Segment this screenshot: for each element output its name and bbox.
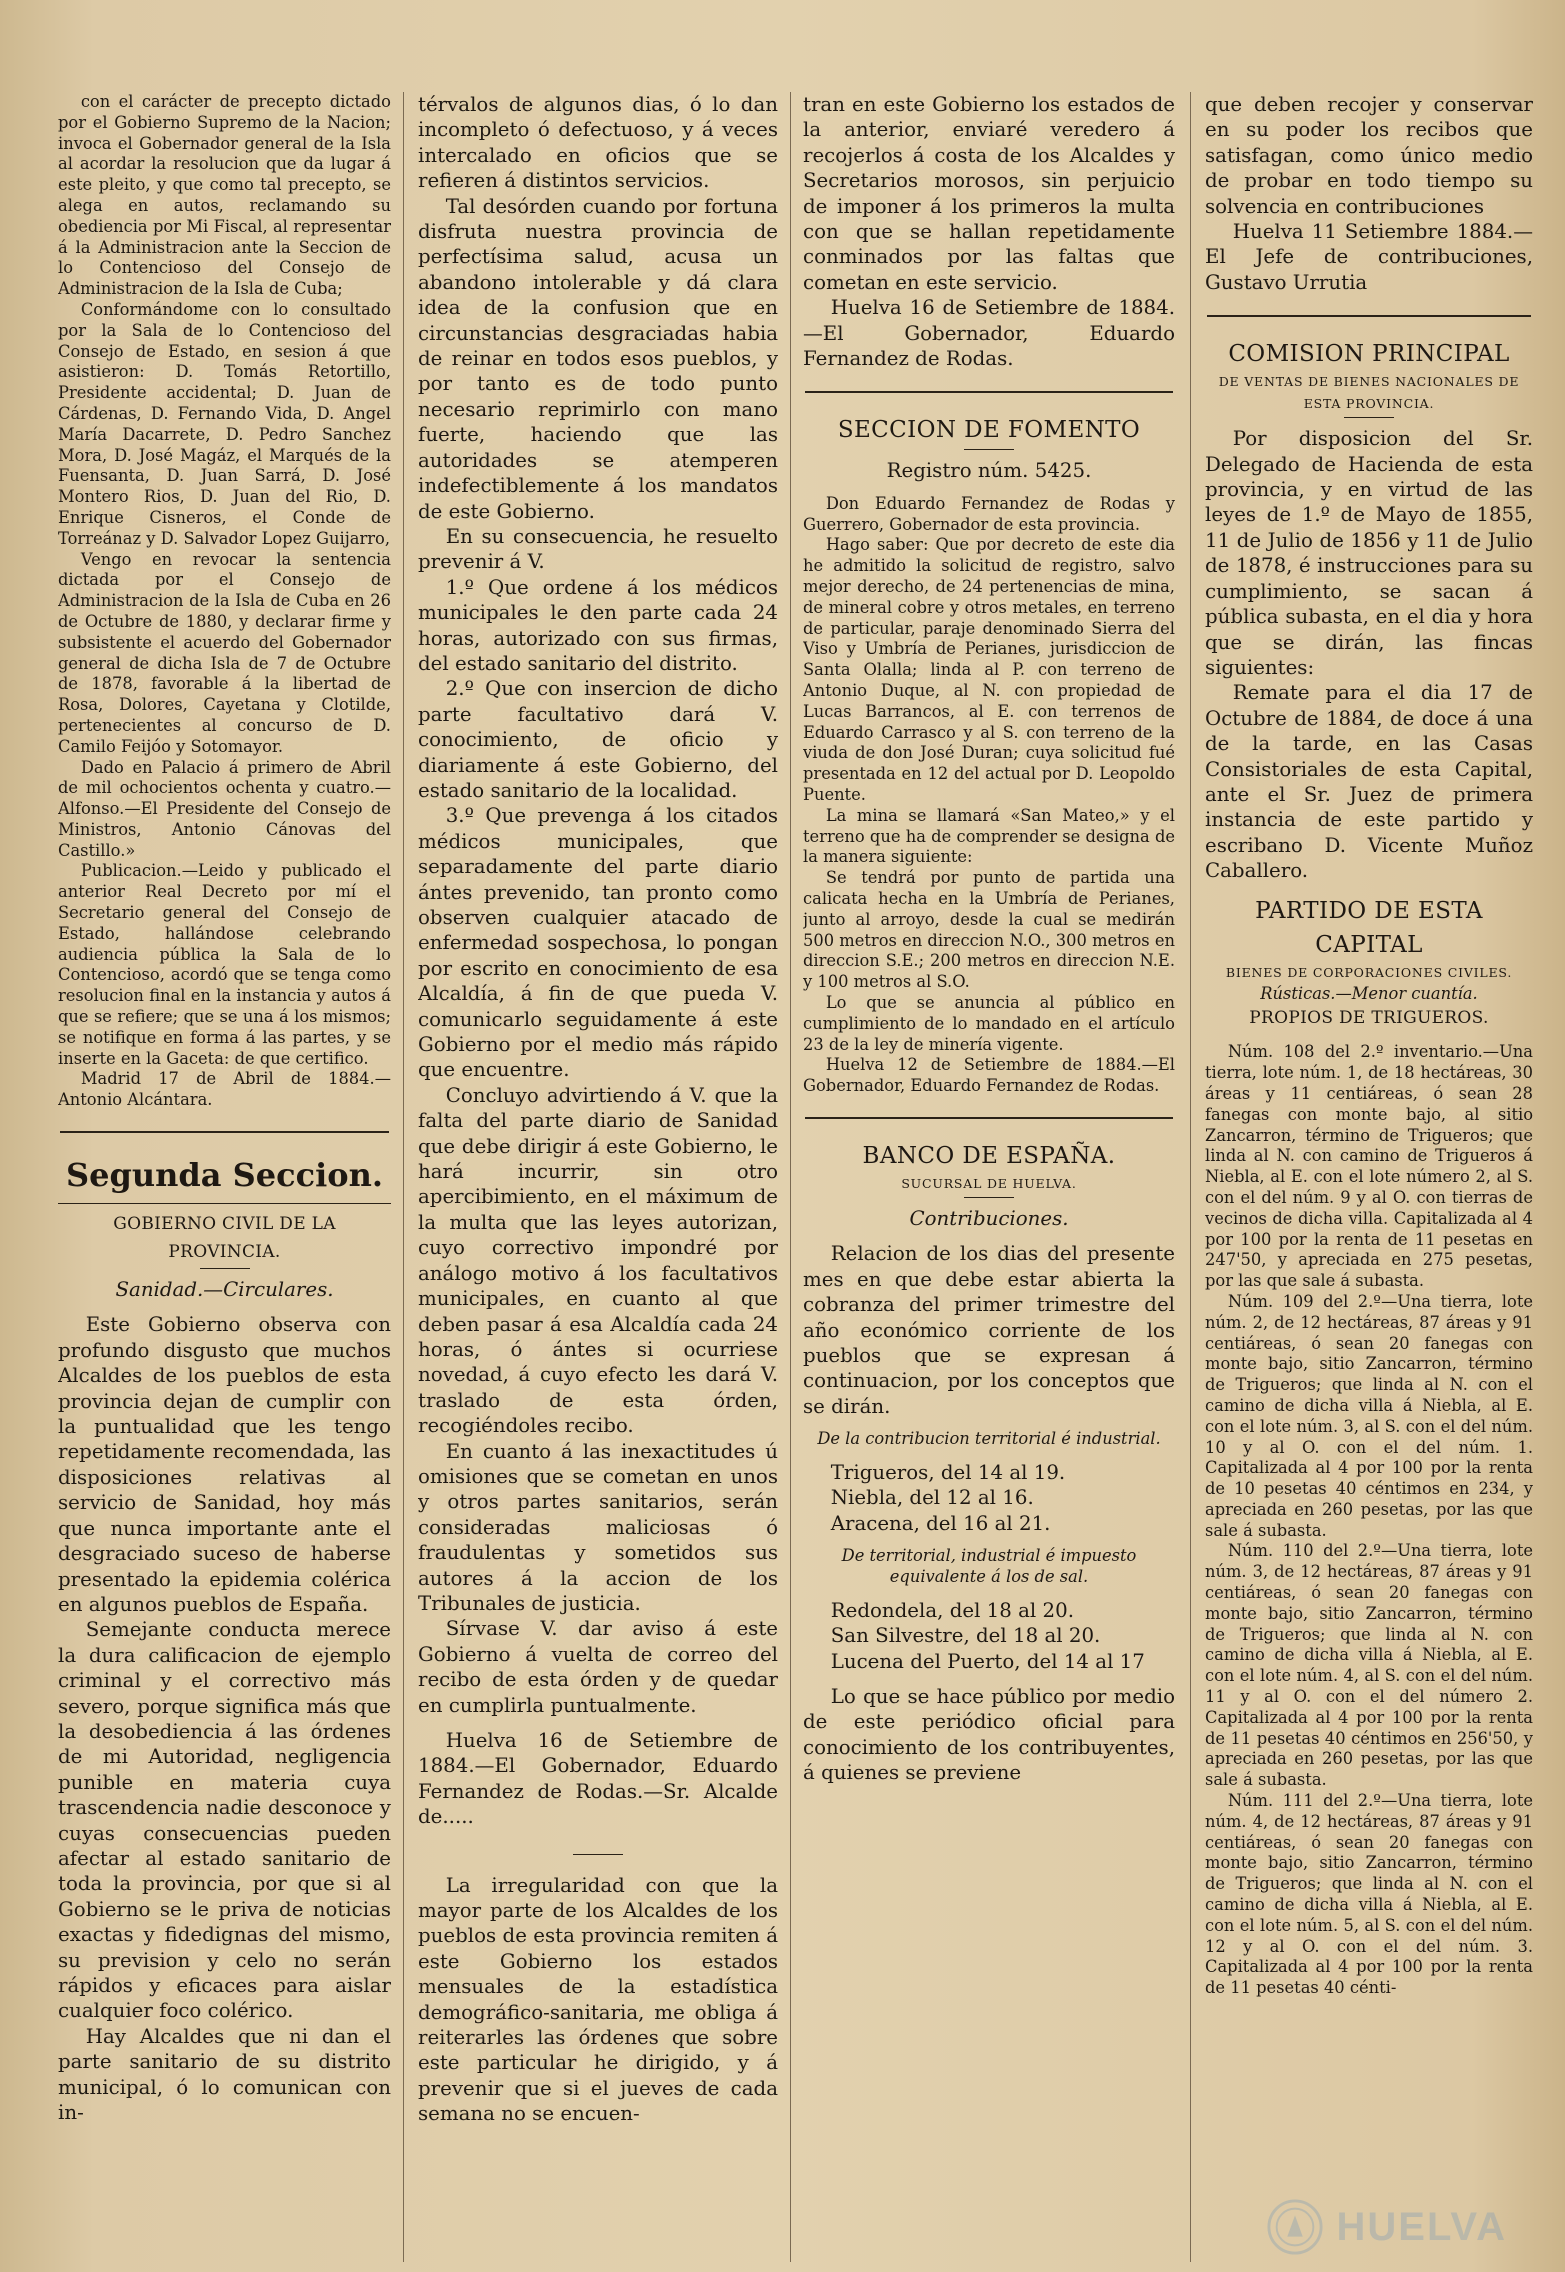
spacer	[418, 1863, 778, 1873]
rusticas-heading: Rústicas.—Menor cuantía.	[1260, 983, 1478, 1003]
schedule-line: Aracena, del 16 al 21.	[830, 1511, 1051, 1535]
subheading: Contribuciones.	[909, 1206, 1069, 1230]
section-title: Segunda Seccion.	[66, 1156, 383, 1195]
circular-text: Hay Alcaldes que ni dan el parte sanitario de su distrito municipal, ó lo comunican con in-	[58, 2024, 391, 2125]
spacer	[803, 1674, 1175, 1684]
section-divider	[60, 1131, 389, 1133]
column-rule	[403, 92, 404, 2262]
column-1	[58, 92, 391, 2262]
decree-text: Conformándome con lo consultado por la Sala de lo Contencioso del Consejo de Estado, en sesion á que asistieron: D. Tomás Retortillo, Presidente accidental; D. Juan de Cárdenas, D. Fernando Vida, D. Angel María Dacarrete, D. Pedro Sanchez Mora, D. José Magáz, el Marqués de la Fuensanta, D. Juan Sarrá, D. José Montero Rios, D. Juan del Rio, D. Enrique Cisneros, el Conde de Torreánaz y D. Salvador Lopez Guijarro,	[58, 299, 391, 548]
circular-item: 1.º Que ordene á los médicos municipales le den parte cada 24 horas, autorizado con sus firmas, del estado sanitario del distrito.	[418, 575, 778, 675]
notice-text: Se tendrá por punto de partida una calicata hecha en la Umbría de Perianes, junto al arroyo, desde la cual se medirán 500 metros en direccion N.O., 300 metros en direccion S.E.; 200 metros en direccion N.E. y 100 metros al S.O.	[803, 868, 1175, 992]
spacer	[1205, 1032, 1533, 1042]
circular-text: En cuanto á las inexactitudes ú omisiones que se cometan en unos y otros partes sanitarios, serán consideradas maliciosas ó fraudulentas y sometidos sus autores á la accion de los Tribunales de justicia.	[418, 1439, 778, 1615]
circular-text: En su consecuencia, he resuelto prevenir á V.	[418, 524, 778, 574]
notice-text: Lo que se anuncia al público en cumplimiento de lo mandado en el artículo 23 de la ley de minería vigente.	[803, 993, 1175, 1054]
decree-text: Vengo en revocar la sentencia dictada por el Consejo de Administracion de la Isla de Cuba en 26 de Octubre de 1880, y declarar firme y subsistente el acuerdo del Gobernador general de dicha Isla de 7 de Octubre de 1878, favorable á la libertad de Rosa, Dolores, Cayetana y Clotilde, pertenecientes al concurso de D. Camilo Feijóo y Sotomayor.	[58, 549, 391, 756]
seal-icon	[1266, 2198, 1324, 2256]
spacer	[1205, 884, 1533, 894]
decree-text: con el carácter de precepto dictado por el Gobierno Supremo de la Nacion; invoca el Gobernador general de la Isla al acordar la resolucion que da lugar á este pleito, y que como tal precepto, se alega en autos, reclamando su obediencia por Mi Fiscal, al representar á la Administracion ante la Seccion de lo Contencioso del Consejo de Administracion de la Isla de Cuba;	[58, 92, 391, 299]
spacer	[418, 1718, 778, 1728]
circular-text: tran en este Gobierno los estados de la anterior, enviaré veredero á recojerlos á costa de los Alcaldes y Secretarios morosos, sin perjuicio de imponer á los primeros la multa con que se hallan repetidamente conminados por las faltas que cometan en este servicio.	[803, 93, 1175, 294]
circular-signature: Huelva 16 de Setiembre de 1884.—El Gobernador, Eduardo Fernandez de Rodas.—Sr. Alcalde de.....	[418, 1729, 778, 1829]
divider	[1344, 417, 1394, 418]
watermark-text: HUELVA	[1336, 2204, 1507, 2249]
divider	[964, 449, 1014, 450]
notice-text: que deben recojer y conservar en su poder los recibos que satisfagan, como único medio de probar en todo tiempo su solvencia en contribuciones	[1205, 93, 1533, 218]
fomento-heading: SECCION DE FOMENTO	[837, 417, 1141, 444]
property-listing: Núm. 110 del 2.º—Una tierra, lote núm. 3, de 12 hectáreas, 87 áreas y 91 centiáreas, ó sean 20 fanegas con monte bajo, sitio Zancarron, término de Trigueros; que linda al N. con camino de dicha villa á Niebla, al E. con el lote núm. 4, al S. con el del núm. 11 y al O. con el del número 2. Capitalizada al 4 por 100 por la renta de 11 pesetas 40 céntimos en 256'50, y apreciada en 260 pesetas, por las que sale á subasta.	[1205, 1541, 1533, 1790]
circular-text: Concluyo advirtiendo á V. que la falta del parte diario de Sanidad que debe dirigir á este Gobierno, le hará incurrir, sin otro apercibimiento, en el máximum de la multa que las leyes autorizan, cuyo correctivo impondré por análogo motivo á los facultativos municipales, en cuanto al que deben pasar á esa Alcaldía cada 24 horas, ó ántes si ocurriese novedad, á cuyo efecto les dará V. traslado de esta órden, recogiéndoles recibo.	[418, 1083, 778, 1438]
column-4	[1205, 92, 1533, 2262]
spacer	[803, 484, 1175, 494]
schedule-line: Redondela, del 18 al 20.	[830, 1598, 1075, 1622]
circular-text: Sírvase V. dar aviso á este Gobierno á vuelta de correo del recibo de esta órden y de quedar en cumplirla puntualmente.	[418, 1617, 778, 1717]
column-rule	[1190, 92, 1191, 2262]
circular-text: térvalos de algunos dias, ó lo dan incompleto ó defectuoso, y á veces intercalado en oficios que se refieren á distintos servicios.	[418, 93, 778, 193]
subheading: Sanidad.—Circulares.	[115, 1278, 334, 1302]
banco-heading: BANCO DE ESPAÑA.	[862, 1142, 1116, 1169]
comision-heading: COMISION PRINCIPAL	[1228, 341, 1510, 368]
auction-text: Remate para el dia 17 de Octubre de 1884, de doce á una de la tarde, en las Casas Consistoriales de esta Capital, ante el Sr. Juez de primera instancia de este partido y escribano D. Vicente Muñoz Caballero.	[1205, 681, 1533, 883]
divider	[58, 1203, 391, 1204]
circular-text: Tal desórden cuando por fortuna disfruta nuestra provincia de perfectísima salud, acusa un abandono intolerable y dá clara idea de la confusion que en circunstancias desgraciadas habia de reinar en todos esos pueblos, y por tanto es de todo punto necesario reprimirlo con mano fuerte, haciendo que las autoridades se atemperen indefectiblemente á los mandatos de este Gobierno.	[418, 194, 778, 523]
notice-text: Hago saber: Que por decreto de este dia he admitido la solicitud de registro, salvo mejor derecho, de 24 pertenencias de mina, de mineral cobre y otros metales, en terreno de particular, paraje denominado Sierra del Viso y Umbría de Perianes, jurisdiccion de Santa Olalla; linda al P. con terreno de Antonio Duque, al N. con propiedad de Lucas Barrancos, al E. con terrenos de Eduardo Carrasco y al S. con terreno de la viuda de don José Duran; cuya solicitud fué presentada en 12 del actual por D. Leopoldo Puente.	[803, 535, 1175, 805]
spacer	[803, 1588, 1175, 1598]
divider	[964, 1197, 1014, 1198]
spacer	[418, 1830, 778, 1852]
bienes-heading: BIENES DE CORPORACIONES CIVILES.	[1225, 964, 1513, 980]
schedule-line: San Silvestre, del 18 al 20.	[830, 1624, 1101, 1648]
spacer	[803, 1231, 1175, 1241]
notice-signature: Huelva 12 de Setiembre de 1884.—El Gobernador, Eduardo Fernandez de Rodas.	[803, 1055, 1175, 1096]
circular-item: 2.º Que con insercion de dicho parte facultativo dará V. conocimiento, de oficio y diariamente á este Gobierno, del estado sanitario de la localidad.	[418, 677, 778, 802]
circular-text: Este Gobierno observa con profundo disgusto que muchos Alcaldes de los pueblos de esta provincia dejan de cumplir con la puntualidad que les tengo repetidamente recomendada, las disposiciones relativas al servicio de Sanidad, hoy más que nunca importante ante el desgraciado suceso de haberse presentado la epidemia colérica en algunos pueblos de España.	[58, 1313, 391, 1616]
tax-group-title: De territorial, industrial é impuesto equivalente á los de sal.	[841, 1546, 1137, 1587]
section-divider	[1207, 315, 1531, 317]
column-2	[418, 92, 778, 2262]
auction-text: Por disposicion del Sr. Delegado de Hacienda de esta provincia, y en virtud de las leyes de 1.º de Mayo de 1855, 11 de Julio de 1856 y 11 de Julio de 1878, é instrucciones para su cumplimiento, se sacan á pública subasta, en el dia y hora que se dirán, las fincas siguientes:	[1205, 427, 1533, 679]
notice-text: La mina se llamará «San Mateo,» y el terreno que ha de comprender se designa de la manera siguiente:	[803, 805, 1175, 867]
notice-text: Lo que se hace público por medio de este periódico oficial para conocimiento de los contribuyentes, á quienes se previene	[803, 1685, 1175, 1785]
department-heading: GOBIERNO CIVIL DE LA PROVINCIA.	[113, 1214, 336, 1263]
circular-signature: Huelva 16 de Setiembre de 1884.—El Gobernador, Eduardo Fernandez de Rodas.	[803, 296, 1175, 371]
propios-heading: PROPIOS DE TRIGUEROS.	[1249, 1008, 1489, 1029]
schedule-line: Lucena del Puerto, del 14 al 17	[830, 1649, 1145, 1673]
property-listing: Núm. 109 del 2.º—Una tierra, lote núm. 2, de 12 hectáreas, 87 áreas y 91 centiáreas, ó sean 20 fanegas con monte bajo, sitio Zancarron, término de Trigueros; que linda al N. con el camino de dicha villa á Niebla, al E. con el lote núm. 3, al S. con el del núm. 10 y al O. con el del núm. 1. Capitalizada al 4 por 100 por la renta de 10 pesetas 40 céntimos en 234, y apreciada en 260 pesetas, por las que sale á subasta.	[1205, 1291, 1533, 1540]
property-listing: Núm. 111 del 2.º—Una tierra, lote núm. 4, de 12 hectáreas, 87 áreas y 91 centiáreas, ó sean 20 fanegas con monte bajo, sitio Zancarron, término de Trigueros; que linda al N. con el camino de dicha villa á Niebla, al E. con el lote núm. 5, al S. con el del núm. 12 y al O. con el del núm. 3. Capitalizada al 4 por 100 por la renta de 11 pesetas 40 cénti-	[1205, 1791, 1533, 1998]
circular-text: La irregularidad con que la mayor parte de los Alcaldes de los pueblos de esta provincia remiten á este Gobierno los estados mensuales de la estadística demográfico-sanitaria, me obliga á reiterarles las órdenes que sobre este particular he dirigido, y á prevenir que si el jueves de cada semana no se encuen-	[418, 1873, 778, 2126]
column-rule	[790, 92, 791, 2262]
tax-group-title: De la contribucion territorial é industrial.	[817, 1429, 1161, 1449]
spacer	[803, 1536, 1175, 1546]
sucursal-label: SUCURSAL DE HUELVA.	[901, 1175, 1077, 1191]
notice-text: Relacion de los dias del presente mes en que debe estar abierta la cobranza del primer trimestre del año económico corriente de los pueblos que se expresan á continuacion, por los conceptos que se dirán.	[803, 1242, 1175, 1418]
column-3	[803, 92, 1175, 2262]
section-divider	[805, 391, 1173, 393]
spacer	[803, 1419, 1175, 1429]
schedule-line: Niebla, del 12 al 16.	[830, 1486, 1034, 1510]
decree-text: Dado en Palacio á primero de Abril de mil ochocientos ochenta y cuatro.—Alfonso.—El Presidente del Consejo de Ministros, Antonio Cánovas del Castillo.»	[58, 757, 391, 860]
decree-text: Publicacion.—Leido y publicado el anterior Real Decreto por mí el Secretario general del Consejo de Estado, hallándose celebrando audiencia pública la Sala de lo Contencioso, acordó que se tenga como resolucion final en la instancia y autos á que se refiere; que se una á los mismos; se notifique en forma á las partes, y se inserte en la Gaceta: de que certifico.	[58, 861, 391, 1068]
section-divider	[805, 1117, 1173, 1119]
decree-signature: Madrid 17 de Abril de 1884.—Antonio Alcántara.	[58, 1069, 391, 1110]
circular-item: 3.º Que prevenga á los citados médicos municipales, que separadamente del parte diario ántes prevenido, tan pronto como observen cualquier atacado de enfermedad sospechosa, lo pongan por escrito en conocimiento de esa Alcaldía, á fin de que pueda V. comunicarlo seguidamente á este Gobierno por el medio más rápido que encuentre.	[418, 804, 778, 1082]
notice-signature: Huelva 11 Setiembre 1884.—El Jefe de contribuciones, Gustavo Urrutia	[1205, 220, 1533, 294]
partido-heading: PARTIDO DE ESTA CAPITAL	[1255, 897, 1483, 958]
registro-number: Registro núm. 5425.	[886, 459, 1092, 483]
property-listing: Núm. 108 del 2.º inventario.—Una tierra, lote núm. 1, de 18 hectáreas, 30 áreas y 11 centiáreas, ó sean 28 fanegas con monte bajo, al sitio Zancarron, término de Trigueros; que linda al N. con camino de Trigueros á Niebla, al E. con el lote número 2, al S. con el del núm. 9 y al O. con tierras de vecinos de dicha villa. Capitalizada al 4 por 100 por la renta de 11 pesetas en 247'50, y apreciada en 275 pesetas, por las que sale á subasta.	[1205, 1042, 1533, 1291]
comision-subheading: DE VENTAS DE BIENES NACIONALES DE ESTA PROVINCIA.	[1218, 374, 1520, 412]
schedule-line: Trigueros, del 14 al 19.	[830, 1461, 1066, 1485]
divider	[573, 1854, 623, 1855]
notice-text: Don Eduardo Fernandez de Rodas y Guerrero, Gobernador de esta provincia.	[803, 493, 1175, 534]
circular-text: Semejante conducta merece la dura calificacion de ejemplo criminal y el correctivo más severo, porque significa más que la desobediencia á las órdenes de mi Autoridad, negligencia punible en materia cuya trascendencia nadie desconoce y cuyas consecuencias pueden afectar al estado sanitario de toda la provincia, por que si al Gobierno se le priva de noticias exactas y fidedignas del mismo, su prevision y celo no serán rápidos y eficaces para aislar cualquier foco colérico.	[58, 1618, 391, 2023]
divider	[200, 1268, 250, 1269]
archive-watermark	[1266, 2198, 1507, 2256]
spacer	[58, 1302, 391, 1312]
spacer	[803, 1450, 1175, 1460]
